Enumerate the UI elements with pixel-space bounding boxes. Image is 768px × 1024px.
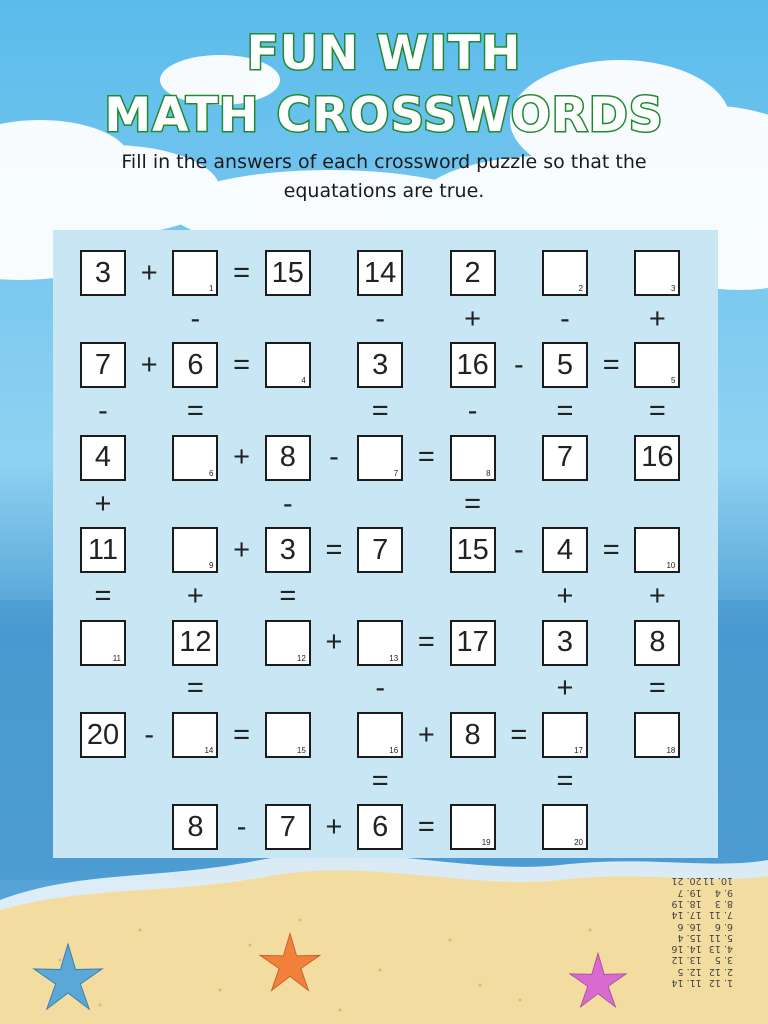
cell-value: 8 [649,626,666,659]
cell-value: + [464,302,482,335]
cell-clue-number: 1 [208,284,214,293]
cell-clue-number: 3 [670,284,676,293]
answer-cell[interactable] [265,712,311,758]
cell-clue-number: 20 [574,838,583,848]
cell-value: 15 [456,533,489,566]
number-cell [80,712,126,758]
answer-key-row [638,965,733,976]
cell-value: 8 [464,718,481,751]
answer-cell[interactable] [634,342,680,388]
cell-value: 3 [279,533,296,566]
cell-value: - [98,395,108,428]
answer-key [638,875,733,988]
number-cell [172,342,218,388]
cell-clue-number: 7 [393,468,399,478]
operator-cell [634,573,680,619]
answer-cell[interactable] [80,620,126,666]
operator-cell [311,620,357,666]
cell-value: = [279,579,297,612]
number-cell [450,620,496,666]
answer-key-entry: 17. 14 [671,909,702,921]
operator-cell [496,342,542,388]
answer-key-entry [639,965,670,976]
answer-cell[interactable] [172,712,218,758]
number-cell [80,435,126,481]
cell-clue-number: 16 [389,746,399,755]
operator-cell [265,573,311,619]
operator-cell [588,342,634,388]
answer-key-entry: 4. 13 [708,943,733,955]
operator-cell [588,527,634,573]
answer-cell[interactable] [357,712,403,758]
answer-cell[interactable] [265,620,311,666]
answer-key-entry [639,943,670,954]
cell-value: - [513,348,524,381]
cell-value: 5 [556,348,574,381]
answer-key-entry: 18. 19 [671,897,702,909]
operator-cell [542,389,588,435]
answer-key-entry: 19. 7 [677,886,702,898]
cell-value: + [648,302,666,335]
answer-key-row [638,920,733,931]
answer-cell[interactable] [450,435,496,481]
cell-value: 20 [86,718,120,751]
answer-cell[interactable] [357,435,403,481]
number-cell [265,804,311,850]
cell-value: 7 [372,533,389,566]
cell-value: 6 [372,810,389,843]
operator-cell [450,296,496,342]
number-cell [450,250,496,296]
cell-clue-number: 2 [578,284,583,293]
cell-value: + [140,348,158,381]
number-cell [450,527,496,573]
cell-value: - [513,533,524,566]
cell-value: = [233,348,251,381]
cell-value: + [94,487,112,520]
cell-value: - [467,395,478,428]
cell-value: + [556,672,574,705]
operator-cell [542,296,588,342]
blue-starfish-icon [28,940,108,1020]
cell-value: - [236,810,247,843]
cell-value: = [602,533,620,566]
cell-value: = [417,626,435,659]
cell-value: 16 [456,348,489,381]
operator-cell [219,804,265,850]
cell-value: + [556,579,574,612]
answer-key-entry: 6. 6 [714,920,733,932]
operator-cell [542,758,588,804]
answer-key-entry [639,954,670,965]
cell-clue-number: 12 [296,653,306,663]
number-cell [80,250,126,296]
operator-cell [357,666,403,712]
cell-value: 14 [364,256,397,289]
operator-cell [172,296,218,342]
operator-cell [126,342,172,388]
operator-cell [542,666,588,712]
cell-value: + [417,718,435,751]
answer-key-entry [639,977,670,988]
answer-cell[interactable] [542,712,588,758]
cell-value: 4 [556,533,574,566]
answer-key-entry: 9. 4 [714,886,733,898]
operator-cell [172,666,218,712]
answer-cell[interactable] [450,804,496,850]
operator-cell [403,712,449,758]
answer-cell[interactable] [542,804,588,850]
number-cell [80,527,126,573]
cell-value: = [417,810,435,843]
cell-value: 4 [94,441,112,474]
answer-key-entry: 3. 5 [714,954,733,966]
answer-cell[interactable] [172,435,218,481]
answer-key-entry [639,931,670,942]
cell-value: - [190,302,201,335]
answer-key-entry: 10. 11 [702,875,733,887]
operator-cell [219,435,265,481]
number-cell [172,620,218,666]
operator-cell [219,527,265,573]
cell-clue-number: 18 [666,746,676,755]
cell-clue-number: 4 [301,376,306,386]
cell-value: 2 [464,256,481,289]
answer-key-row [638,954,733,965]
answer-key-row [638,943,733,954]
answer-key-entry: 5. 11 [708,931,733,943]
cell-value: 16 [641,441,674,474]
cell-value: 8 [187,810,204,843]
answer-key-entry: 1. 12 [708,976,733,988]
operator-cell [403,435,449,481]
number-cell [80,342,126,388]
answer-key-entry: 20. 21 [671,875,702,887]
cell-value: - [375,672,386,705]
cell-value: - [329,441,339,474]
operator-cell [634,666,680,712]
number-cell [450,712,496,758]
orange-starfish-icon [255,930,325,1000]
cell-value: = [233,718,251,751]
answer-cell[interactable] [265,342,311,388]
operator-cell [80,573,126,619]
number-cell [357,250,403,296]
cell-value: 7 [556,441,574,474]
cell-value: = [648,672,666,705]
pink-starfish-icon [565,950,631,1016]
cell-value: 3 [556,626,574,659]
cell-clue-number: 8 [486,468,491,478]
operator-cell [126,250,172,296]
answer-key-entry [639,886,670,897]
answer-cell[interactable] [172,250,218,296]
number-cell [634,620,680,666]
cell-value: = [464,487,482,520]
answer-key-entry: 15. 4 [677,931,702,943]
answer-cell[interactable] [542,250,588,296]
cell-value: = [556,395,574,428]
number-cell [265,527,311,573]
number-cell [634,435,680,481]
operator-cell [403,620,449,666]
cell-value: - [144,718,155,751]
operator-cell [80,389,126,435]
operator-cell [311,527,357,573]
cell-value: + [233,441,251,474]
number-cell [265,435,311,481]
operator-cell [80,481,126,527]
cell-value: 17 [456,626,489,659]
operator-cell [172,389,218,435]
cell-value: - [375,302,386,335]
answer-cell[interactable] [634,527,680,573]
answer-key-entry: 8. 3 [714,897,733,909]
cell-value: + [140,256,158,289]
answer-key-row [638,977,733,988]
answer-key-entry [639,898,670,909]
cell-value: 12 [179,626,212,659]
cell-value: 3 [94,256,112,289]
answer-key-entry: 2. 12 [708,965,733,977]
cell-clue-number: 9 [208,561,214,571]
operator-cell [450,481,496,527]
cell-clue-number: 11 [112,653,121,663]
number-cell [450,342,496,388]
cell-value: = [371,395,389,428]
number-cell [357,804,403,850]
cell-value: = [417,441,435,474]
cell-value: = [94,579,112,612]
cell-value: - [282,487,293,520]
cell-clue-number: 14 [204,746,214,755]
answer-key-row [638,931,733,942]
cell-value: = [510,718,528,751]
answer-key-entry [639,920,670,931]
number-cell [265,250,311,296]
cell-value: 6 [187,348,204,381]
number-cell [357,342,403,388]
cell-value: = [233,256,251,289]
instructions: Fill in the answers of each crossword puzzle so that the equatations are true. [121,151,647,202]
cell-value: + [325,810,343,843]
operator-cell [311,804,357,850]
answer-key-entry [639,909,670,920]
cell-value: 3 [372,348,389,381]
answer-cell[interactable] [634,250,680,296]
operator-cell [450,389,496,435]
operator-cell [542,573,588,619]
cell-value: + [325,626,343,659]
answer-key-entry: 7. 11 [708,909,733,921]
cell-value: = [648,395,666,428]
number-cell [542,620,588,666]
operator-cell [634,296,680,342]
cell-clue-number: 19 [481,838,491,848]
cell-value: = [186,395,204,428]
cell-clue-number: 17 [574,746,583,755]
operator-cell [219,342,265,388]
cell-clue-number: 5 [670,376,676,386]
title-line-2: MATH CROSSWORDS [104,88,664,143]
number-cell [542,342,588,388]
number-cell [542,527,588,573]
answer-cell[interactable] [172,527,218,573]
number-cell [172,804,218,850]
cell-clue-number: 15 [296,746,306,755]
operator-cell [219,712,265,758]
answer-key-entry [639,875,670,886]
answer-key-entry: 13. 12 [671,954,702,966]
cell-value: = [556,764,574,797]
answer-key-entry: 16. 6 [677,920,702,932]
answer-cell[interactable] [357,620,403,666]
cell-value: - [560,302,570,335]
operator-cell [496,527,542,573]
cell-value: + [186,579,204,612]
answer-key-entry: 14. 16 [671,943,702,955]
answer-key-row [638,886,733,897]
answer-key-entry: 12. 5 [677,965,702,977]
number-cell [542,435,588,481]
operator-cell [311,435,357,481]
operator-cell [496,712,542,758]
answer-key-row [638,909,733,920]
cell-value: = [371,764,389,797]
operator-cell [357,389,403,435]
cell-value: 11 [87,533,119,566]
answer-key-entry: 11. 14 [671,976,702,988]
crossword-board [53,230,718,858]
operator-cell [172,573,218,619]
cell-clue-number: 6 [208,468,214,478]
cell-value: = [325,533,343,566]
cell-value: + [233,533,251,566]
answer-key-row [638,875,733,886]
answer-key-row [638,898,733,909]
cell-value: 15 [271,256,304,289]
operator-cell [126,712,172,758]
cell-value: 7 [94,348,112,381]
number-cell [357,527,403,573]
title-line-1: FUN WITH [246,26,522,81]
answer-cell[interactable] [634,712,680,758]
operator-cell [265,481,311,527]
operator-cell [219,250,265,296]
cell-clue-number: 10 [666,561,676,571]
cell-clue-number: 13 [389,653,399,663]
cell-value: = [602,348,620,381]
cell-value: = [186,672,204,705]
operator-cell [403,804,449,850]
operator-cell [634,389,680,435]
operator-cell [357,758,403,804]
cell-value: 7 [279,810,296,843]
cell-value: 8 [279,441,296,474]
cell-value: + [648,579,666,612]
operator-cell [357,296,403,342]
